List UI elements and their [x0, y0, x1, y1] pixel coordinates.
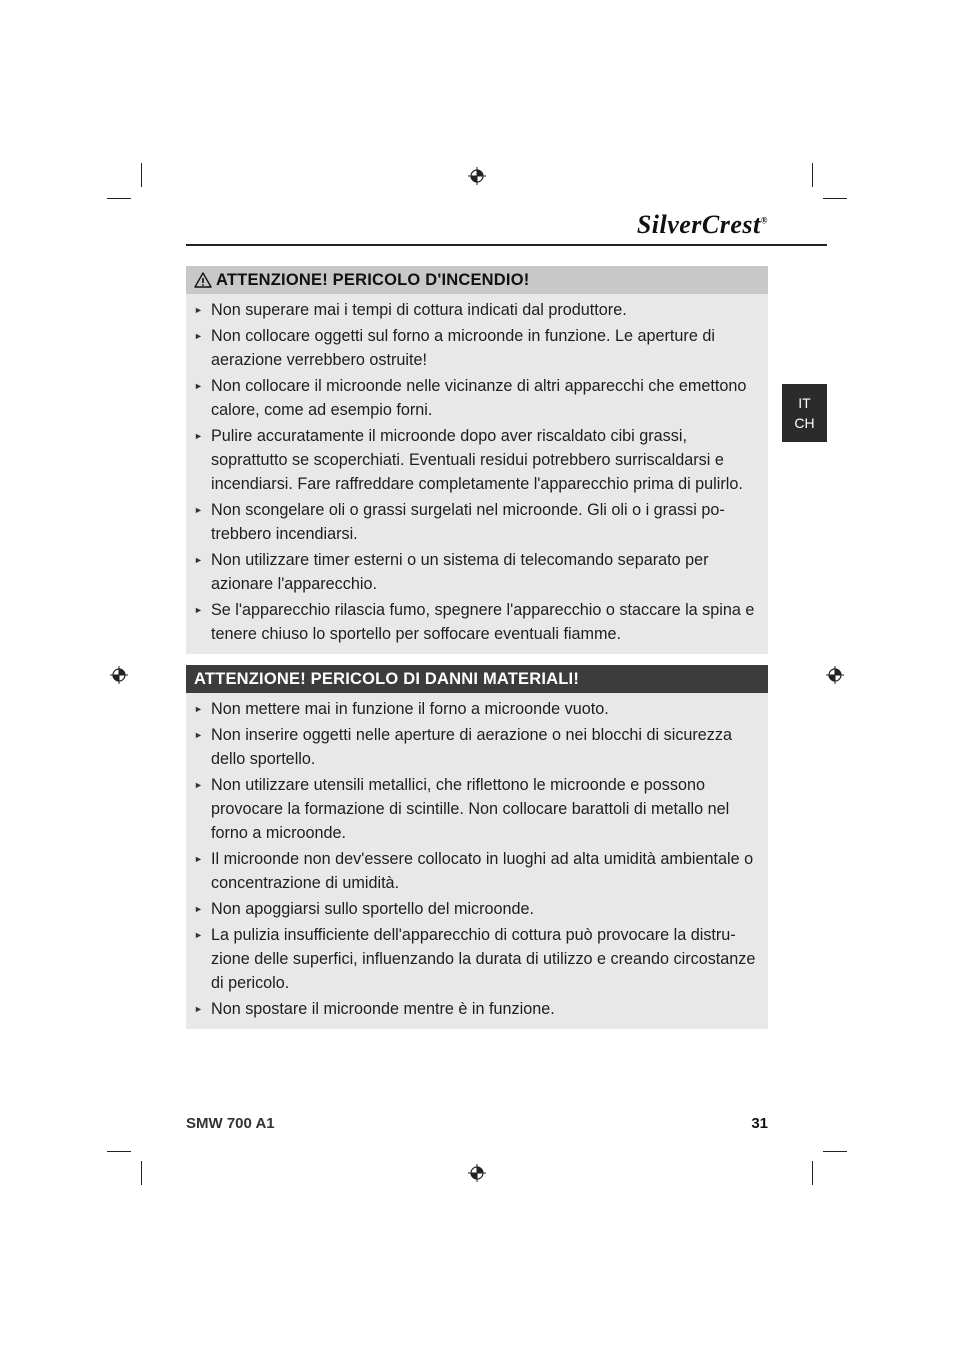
list-item: ► Non utilizzare utensili metallici, che riflettono le microonde e possono provocare la formazione di scintille. Non collocare barattoli di metallo nel forno a microonde.	[186, 773, 762, 845]
list-item: ► Pulire accuratamente il microonde dopo aver riscaldato cibi grassi, soprattutto se scoperchiati. Eventuali residui potrebbero surriscaldarsi e incendiarsi. Fare raffreddare completamente l'apparecchio prima di pulirlo.	[186, 424, 762, 496]
list-item: ► Il microonde non dev'essere collocato in luoghi ad alta umidità ambientale o concentrazione di umidità.	[186, 847, 762, 895]
model-number: SMW 700 A1	[186, 1115, 275, 1132]
bullet-arrow-icon: ►	[194, 305, 203, 315]
crop-mark	[107, 1151, 131, 1152]
crop-mark	[107, 198, 131, 199]
registration-mark-icon	[468, 167, 486, 185]
fire-hazard-heading	[186, 266, 768, 294]
page-number: 31	[751, 1115, 768, 1132]
bullet-arrow-icon: ►	[194, 930, 203, 940]
list-item: ► Non inserire oggetti nelle aperture di aerazione o nei blocchi di sicurezza dello sportello.	[186, 723, 762, 771]
registration-mark-icon	[110, 666, 128, 684]
bullet-arrow-icon: ►	[194, 704, 203, 714]
brand-name: SilverCrest	[636, 210, 761, 239]
bullet-arrow-icon: ►	[194, 555, 203, 565]
bullet-arrow-icon: ►	[194, 381, 203, 391]
crop-mark	[141, 1161, 142, 1185]
material-damage-list	[186, 693, 768, 1021]
list-item: ► Se l'apparecchio rilascia fumo, spegnere l'apparecchio o staccare la spina e tenere chiuso lo sportello per soffocare eventuali fiamme.	[186, 598, 762, 646]
list-item: ► Non scongelare oli o grassi surgelati nel microonde. Gli oli o i grassi po-trebbero incendiarsi.	[186, 498, 762, 546]
list-item: ► Non collocare oggetti sul forno a microonde in funzione. Le aperture di aerazione verrebbero ostruite!	[186, 324, 762, 372]
bullet-arrow-icon: ►	[194, 431, 203, 441]
registration-mark-icon	[826, 666, 844, 684]
material-damage-title: ATTENZIONE! PERICOLO DI DANNI MATERIALI!	[194, 669, 580, 688]
bullet-arrow-icon: ►	[194, 505, 203, 515]
list-item: ► Non apoggiarsi sullo sportello del microonde.	[186, 897, 762, 921]
brand-registered-mark: ®	[760, 215, 768, 226]
crop-mark	[823, 198, 847, 199]
list-item: ► Non mettere mai in funzione il forno a microonde vuoto.	[186, 697, 762, 721]
list-item: ► Non utilizzare timer esterni o un sistema di telecomando separato per azionare l'apparecchio.	[186, 548, 762, 596]
list-item: ► La pulizia insufficiente dell'apparecchio di cottura può provocare la distru-zione delle superfici, influenzando la durata di utilizzo e creando circostanze di pericolo.	[186, 923, 762, 995]
language-code-it: IT	[798, 395, 811, 411]
material-damage-section	[186, 665, 768, 1029]
language-tab	[782, 384, 827, 442]
registration-mark-icon	[468, 1164, 486, 1182]
material-damage-heading	[186, 665, 768, 693]
bullet-arrow-icon: ►	[194, 780, 203, 790]
warning-triangle-icon	[194, 272, 212, 288]
crop-mark	[812, 163, 813, 187]
crop-mark	[823, 1151, 847, 1152]
bullet-arrow-icon: ►	[194, 904, 203, 914]
fire-hazard-title: ATTENZIONE! PERICOLO D'INCENDIO!	[216, 270, 530, 289]
bullet-arrow-icon: ►	[194, 1004, 203, 1014]
bullet-arrow-icon: ►	[194, 605, 203, 615]
list-item: ► Non superare mai i tempi di cottura indicati dal produttore.	[186, 298, 762, 322]
fire-hazard-list	[186, 294, 768, 646]
bullet-arrow-icon: ►	[194, 854, 203, 864]
language-code-ch: CH	[794, 415, 815, 431]
header-rule	[186, 244, 827, 246]
bullet-arrow-icon: ►	[194, 331, 203, 341]
crop-mark	[141, 163, 142, 187]
list-item: ► Non collocare il microonde nelle vicinanze di altri apparecchi che emettono calore, come ad esempio forni.	[186, 374, 762, 422]
list-item: ► Non spostare il microonde mentre è in funzione.	[186, 997, 762, 1021]
fire-hazard-section	[186, 266, 768, 654]
brand-logo	[560, 210, 768, 240]
crop-mark	[812, 1161, 813, 1185]
bullet-arrow-icon: ►	[194, 730, 203, 740]
